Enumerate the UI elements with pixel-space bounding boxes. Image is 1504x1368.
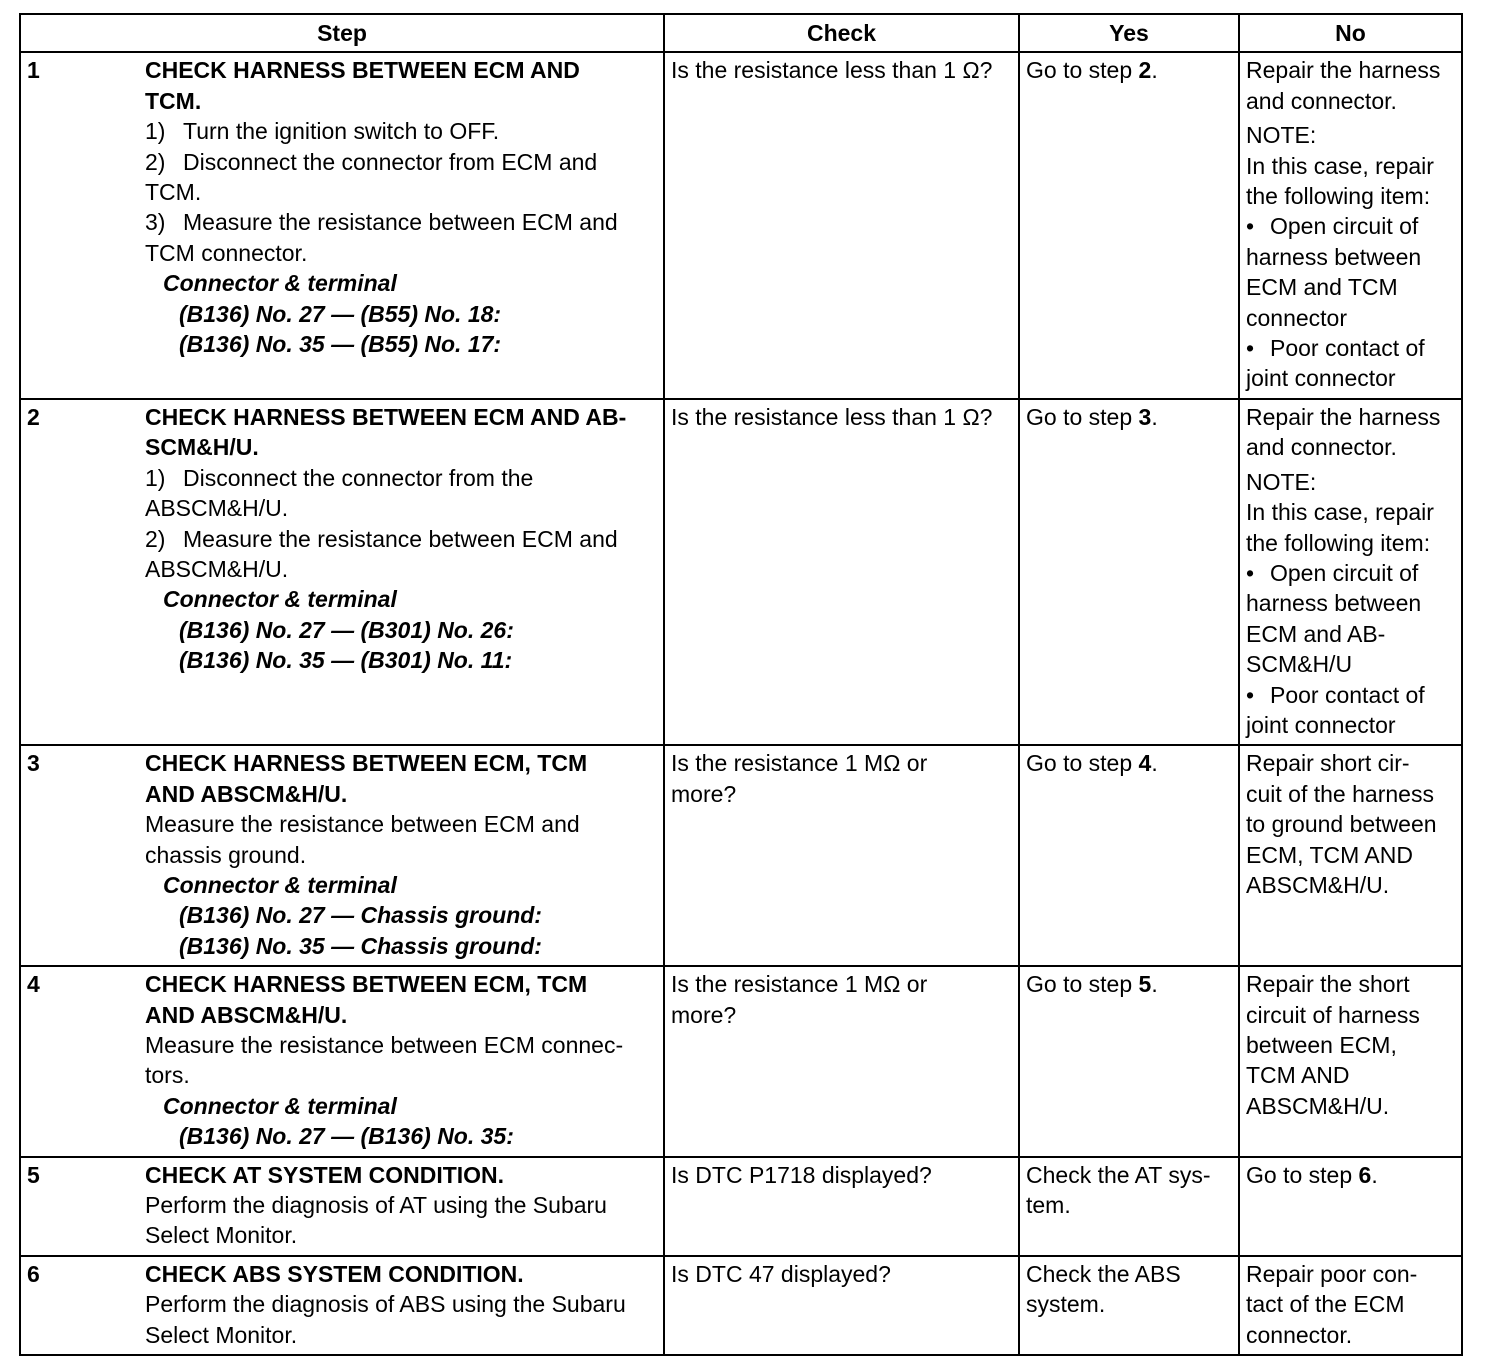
step-description: Perform the diagnosis of AT using the Subaru (145, 1192, 607, 1219)
sub-step (145, 524, 657, 554)
table-row (20, 745, 1462, 966)
no-text: Repair the harness (1246, 403, 1441, 430)
yes-goto-step: 5 (1138, 971, 1152, 998)
table-row (20, 52, 1462, 398)
step-content (27, 969, 657, 1151)
no-goto (1246, 1160, 1455, 1190)
yes-text: system. (1026, 1291, 1106, 1318)
no-text: Repair the short (1246, 971, 1410, 998)
step-content (27, 748, 657, 961)
connector-terminal: (B136) No. 35 — (B55) No. 17: (179, 331, 502, 358)
check-text: more? (671, 780, 737, 807)
sub-step (145, 463, 657, 493)
yes-goto-step: 2 (1138, 57, 1152, 84)
check-text: Is DTC P1718 displayed? (671, 1161, 932, 1188)
step-content (27, 402, 657, 676)
no-cell (1239, 1256, 1462, 1355)
sub-step-text: Measure the resistance between ECM and (183, 209, 618, 236)
bullet-item (1246, 680, 1455, 710)
note-text: In this case, repair (1246, 152, 1434, 179)
sub-step (145, 493, 657, 523)
bullet-text: ECM and AB- (1246, 620, 1386, 647)
step-number: 1 (27, 57, 40, 84)
no-cell (1239, 399, 1462, 745)
step-description: tors. (145, 1062, 190, 1089)
yes-goto (1026, 748, 1232, 778)
table-row (20, 966, 1462, 1156)
step-number: 3 (27, 750, 40, 777)
sub-step-number: 2) (145, 525, 166, 552)
yes-cell (1019, 1157, 1239, 1256)
yes-goto-text: Go to step (1026, 971, 1139, 998)
step-title: CHECK HARNESS BETWEEN ECM, TCM (145, 971, 588, 998)
step-title: CHECK AT SYSTEM CONDITION. (145, 1161, 505, 1188)
no-goto-period: . (1371, 1161, 1378, 1188)
step-number: 6 (27, 1260, 40, 1287)
step-cell (20, 52, 664, 398)
sub-step-text: Turn the ignition switch to OFF. (183, 118, 500, 145)
bullet-text: Open circuit of (1270, 559, 1419, 586)
no-text: and connector. (1246, 434, 1397, 461)
yes-cell (1019, 399, 1239, 745)
sub-step (145, 554, 657, 584)
step-description: Measure the resistance between ECM connec- (145, 1032, 624, 1058)
note-text: the following item: (1246, 529, 1431, 556)
step-content (27, 1160, 657, 1251)
bullet-text: Poor contact of (1270, 335, 1425, 362)
yes-goto-period: . (1151, 971, 1158, 998)
sub-step-text: TCM connector. (145, 239, 308, 266)
no-text: ABSCM&H/U. (1246, 871, 1390, 898)
bullet-text: ECM and TCM (1246, 274, 1398, 301)
header-no: No (1239, 14, 1462, 52)
check-text: Is DTC 47 displayed? (671, 1260, 891, 1287)
step-title: CHECK HARNESS BETWEEN ECM AND AB- (145, 403, 627, 430)
step-body (145, 1259, 657, 1350)
table-row (20, 1256, 1462, 1355)
no-text: between ECM, (1246, 1032, 1397, 1058)
yes-goto-period: . (1151, 57, 1158, 84)
bullet-item (1246, 211, 1455, 241)
step-cell (20, 745, 664, 966)
step-number: 2 (27, 403, 40, 430)
step-description: Perform the diagnosis of ABS using the Subaru (145, 1291, 626, 1318)
bullet-item (1246, 242, 1455, 272)
check-text: Is the resistance 1 MΩ or (671, 971, 928, 998)
yes-text: tem. (1026, 1192, 1071, 1219)
no-text: ABSCM&H/U. (1246, 1092, 1390, 1119)
connector-terminal: (B136) No. 27 — (B136) No. 35: (179, 1123, 514, 1150)
no-cell (1239, 966, 1462, 1156)
step-title: AND ABSCM&H/U. (145, 780, 348, 807)
yes-goto (1026, 402, 1232, 432)
bullet-dot: • (1246, 335, 1255, 362)
bullet-item (1246, 303, 1455, 333)
sub-step (145, 207, 657, 237)
yes-goto-period: . (1151, 750, 1158, 777)
yes-cell (1019, 52, 1239, 398)
table-row (20, 399, 1462, 745)
check-cell (664, 52, 1019, 398)
sub-step (145, 116, 657, 146)
step-title: CHECK ABS SYSTEM CONDITION. (145, 1260, 524, 1287)
no-text: Repair short cir- (1246, 750, 1410, 777)
bullet-text: connector (1246, 304, 1348, 331)
step-description: Measure the resistance between ECM and (145, 811, 580, 838)
step-description: Select Monitor. (145, 1222, 298, 1249)
step-description: chassis ground. (145, 841, 307, 868)
bullet-item (1246, 558, 1455, 588)
step-content (27, 1259, 657, 1350)
yes-cell (1019, 745, 1239, 966)
step-title: TCM. (145, 87, 202, 114)
bullet-item (1246, 649, 1455, 679)
connector-terminal: (B136) No. 35 — Chassis ground: (179, 932, 542, 959)
bullet-text: joint connector (1246, 711, 1396, 738)
no-cell (1239, 52, 1462, 398)
bullet-text: joint connector (1246, 365, 1396, 392)
yes-cell (1019, 1256, 1239, 1355)
no-text: Repair poor con- (1246, 1260, 1418, 1287)
bullet-item (1246, 588, 1455, 618)
step-cell (20, 1256, 664, 1355)
note-text: In this case, repair (1246, 499, 1434, 526)
check-cell (664, 1256, 1019, 1355)
bullet-dot: • (1246, 681, 1255, 708)
sub-step-text: Disconnect the connector from the (183, 464, 534, 491)
bullet-item (1246, 619, 1455, 649)
step-title: CHECK HARNESS BETWEEN ECM, TCM (145, 750, 588, 777)
connector-terminal: (B136) No. 35 — (B301) No. 11: (179, 647, 513, 674)
bullet-item (1246, 710, 1455, 740)
sub-step (145, 147, 657, 177)
connector-terminal: (B136) No. 27 — Chassis ground: (179, 902, 542, 929)
step-title: AND ABSCM&H/U. (145, 1001, 348, 1028)
yes-goto-step: 4 (1138, 750, 1152, 777)
connector-heading: Connector & terminal (163, 871, 397, 898)
bullet-item (1246, 363, 1455, 393)
check-cell (664, 1157, 1019, 1256)
connector-terminal: (B136) No. 27 — (B301) No. 26: (179, 616, 514, 643)
yes-text: Check the AT sys- (1026, 1161, 1211, 1188)
bullet-text: harness between (1246, 243, 1422, 270)
no-goto-step: 6 (1358, 1161, 1372, 1188)
no-text: cuit of the harness (1246, 780, 1434, 807)
step-title: SCM&H/U. (145, 434, 259, 461)
sub-step (145, 177, 657, 207)
step-body (145, 402, 657, 676)
bullet-text: Poor contact of (1270, 681, 1425, 708)
note-label: NOTE: (1246, 122, 1317, 149)
bullet-text: harness between (1246, 590, 1422, 617)
step-body (145, 1160, 657, 1251)
header-yes: Yes (1019, 14, 1239, 52)
no-text: TCM AND (1246, 1062, 1350, 1089)
yes-goto-text: Go to step (1026, 403, 1139, 430)
sub-step-number: 2) (145, 148, 166, 175)
yes-goto (1026, 55, 1232, 85)
yes-text: Check the ABS (1026, 1260, 1181, 1287)
step-cell (20, 966, 664, 1156)
header-row (20, 14, 1462, 52)
no-cell (1239, 745, 1462, 966)
step-number: 5 (27, 1161, 40, 1188)
header-check: Check (664, 14, 1019, 52)
check-text: Is the resistance 1 MΩ or (671, 750, 928, 777)
connector-heading: Connector & terminal (163, 586, 397, 613)
no-text: Repair the harness (1246, 57, 1441, 84)
note-text: the following item: (1246, 183, 1431, 210)
bullet-text: Open circuit of (1270, 213, 1419, 240)
connector-heading: Connector & terminal (163, 270, 397, 297)
step-description: Select Monitor. (145, 1321, 298, 1348)
sub-step-number: 1) (145, 118, 166, 145)
table-body (20, 52, 1462, 1355)
step-number: 4 (27, 971, 40, 998)
sub-step-text: ABSCM&H/U. (145, 495, 289, 522)
no-text: to ground between (1246, 811, 1437, 838)
connector-terminal: (B136) No. 27 — (B55) No. 18: (179, 300, 502, 327)
check-text: more? (671, 1001, 737, 1028)
sub-step-text: ABSCM&H/U. (145, 555, 289, 582)
step-body (145, 55, 657, 359)
step-cell (20, 1157, 664, 1256)
no-text: and connector. (1246, 87, 1397, 114)
sub-step (145, 238, 657, 268)
yes-goto-period: . (1151, 403, 1158, 430)
yes-cell (1019, 966, 1239, 1156)
yes-goto-text: Go to step (1026, 57, 1139, 84)
no-text: tact of the ECM (1246, 1291, 1405, 1318)
table-row (20, 1157, 1462, 1256)
bullet-dot: • (1246, 559, 1255, 586)
yes-goto-step: 3 (1138, 403, 1152, 430)
check-text: Is the resistance less than 1 Ω? (671, 403, 993, 430)
header-step: Step (20, 14, 664, 52)
sub-step-text: TCM. (145, 179, 202, 206)
bullet-text: SCM&H/U (1246, 651, 1353, 678)
no-goto-text: Go to step (1246, 1161, 1359, 1188)
bullet-dot: • (1246, 213, 1255, 240)
yes-goto-text: Go to step (1026, 750, 1139, 777)
sub-step-text: Disconnect the connector from ECM and (183, 148, 598, 175)
step-cell (20, 399, 664, 745)
bullet-item (1246, 333, 1455, 363)
no-cell (1239, 1157, 1462, 1256)
sub-step-text: Measure the resistance between ECM and (183, 525, 618, 552)
check-cell (664, 399, 1019, 745)
yes-goto (1026, 969, 1232, 999)
check-cell (664, 745, 1019, 966)
step-content (27, 55, 657, 359)
connector-heading: Connector & terminal (163, 1092, 397, 1119)
sub-step-number: 3) (145, 209, 166, 236)
step-body (145, 748, 657, 961)
note-label: NOTE: (1246, 468, 1317, 495)
sub-step-number: 1) (145, 464, 166, 491)
check-text: Is the resistance less than 1 Ω? (671, 57, 993, 84)
no-text: circuit of harness (1246, 1001, 1420, 1028)
no-text: connector. (1246, 1321, 1353, 1348)
check-cell (664, 966, 1019, 1156)
step-title: CHECK HARNESS BETWEEN ECM AND (145, 57, 580, 84)
no-text: ECM, TCM AND (1246, 841, 1413, 868)
diagnostic-table (19, 13, 1463, 1356)
bullet-item (1246, 272, 1455, 302)
step-body (145, 969, 657, 1151)
